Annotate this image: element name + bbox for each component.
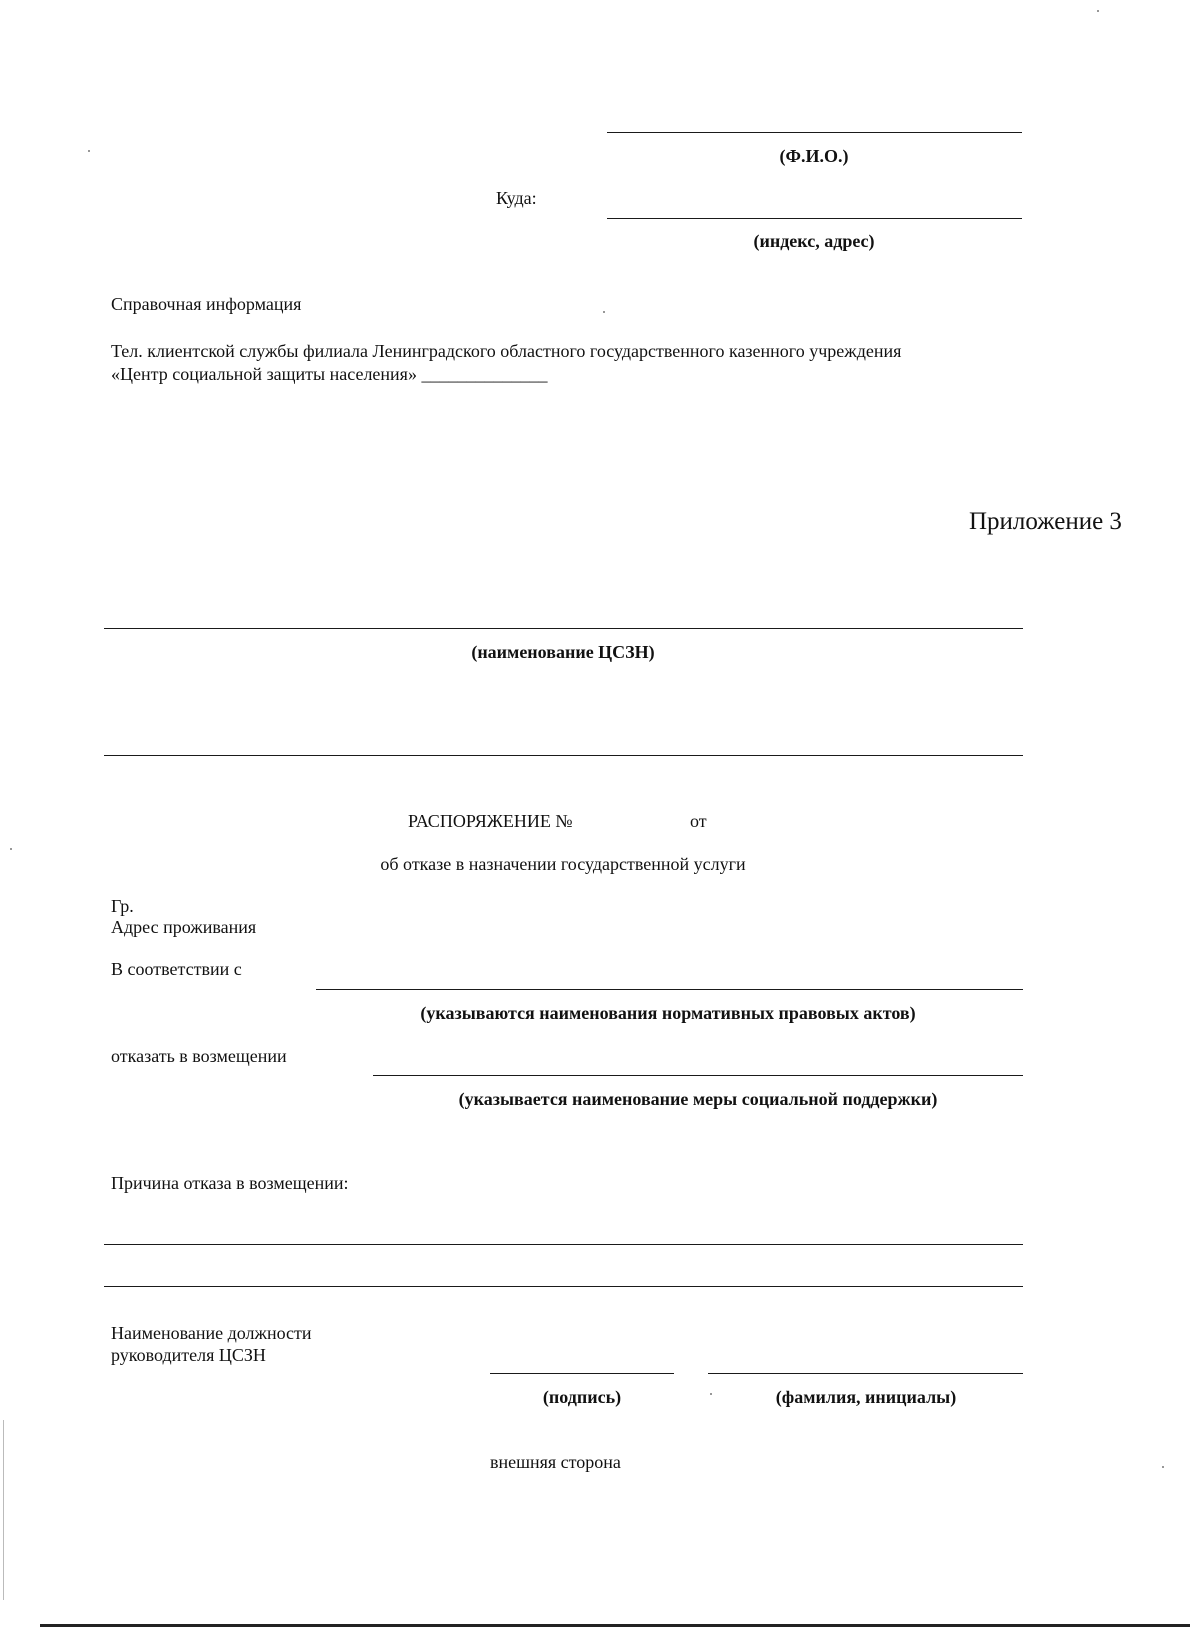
refuse-label: отказать в возмещении [111, 1046, 287, 1066]
reference-phone-line2: «Центр социальной защиты населения» ______________ [111, 364, 548, 384]
address-caption: (индекс, адрес) [753, 231, 875, 251]
signatory-position-line2: руководителя ЦСЗН [111, 1345, 266, 1365]
citizen-address-label: Адрес проживания [111, 917, 257, 937]
basis-caption: (указываются наименования нормативных правовых актов) [420, 1003, 916, 1023]
scan-speck [603, 311, 605, 313]
scan-speck [1162, 1466, 1164, 1468]
order-subtitle: об отказе в назначении государственной услуги [380, 854, 746, 874]
signature-line [490, 1373, 674, 1374]
name-line [708, 1373, 1023, 1374]
fio-line [607, 132, 1022, 133]
scan-speck [10, 848, 12, 850]
scan-speck [1097, 10, 1099, 12]
reason-line-2 [104, 1286, 1023, 1287]
reference-heading: Справочная информация [111, 294, 302, 314]
org-caption: (наименование ЦСЗН) [471, 642, 655, 662]
org-name-line [104, 628, 1023, 629]
scan-edge-left [3, 1420, 4, 1600]
order-date-word: от [690, 811, 707, 831]
signatory-position-line1: Наименование должности [111, 1323, 312, 1343]
basis-line [316, 989, 1023, 990]
reason-label: Причина отказа в возмещении: [111, 1173, 349, 1193]
citizen-gr-label: Гр. [111, 896, 134, 916]
order-title: РАСПОРЯЖЕНИЕ № [408, 811, 573, 831]
scan-speck [710, 1393, 712, 1395]
footer-note: внешняя сторона [490, 1452, 621, 1472]
org-second-line [104, 755, 1023, 756]
refuse-caption: (указывается наименование меры социальной поддержки) [458, 1089, 938, 1109]
fio-caption: (Ф.И.О.) [779, 146, 849, 166]
refuse-line [373, 1075, 1023, 1076]
basis-label: В соответствии с [111, 959, 242, 979]
reference-phone-line1: Тел. клиентской службы филиала Ленинградского областного государственного казенного учреждения [111, 341, 902, 361]
name-caption: (фамилия, инициалы) [775, 1387, 957, 1407]
scan-speck [88, 150, 90, 152]
where-label: Куда: [496, 188, 537, 208]
address-line [607, 218, 1022, 219]
scan-edge-bottom [40, 1624, 1190, 1627]
reason-line-1 [104, 1244, 1023, 1245]
appendix-label: Приложение 3 [969, 508, 1122, 535]
signature-caption: (подпись) [542, 1387, 622, 1407]
